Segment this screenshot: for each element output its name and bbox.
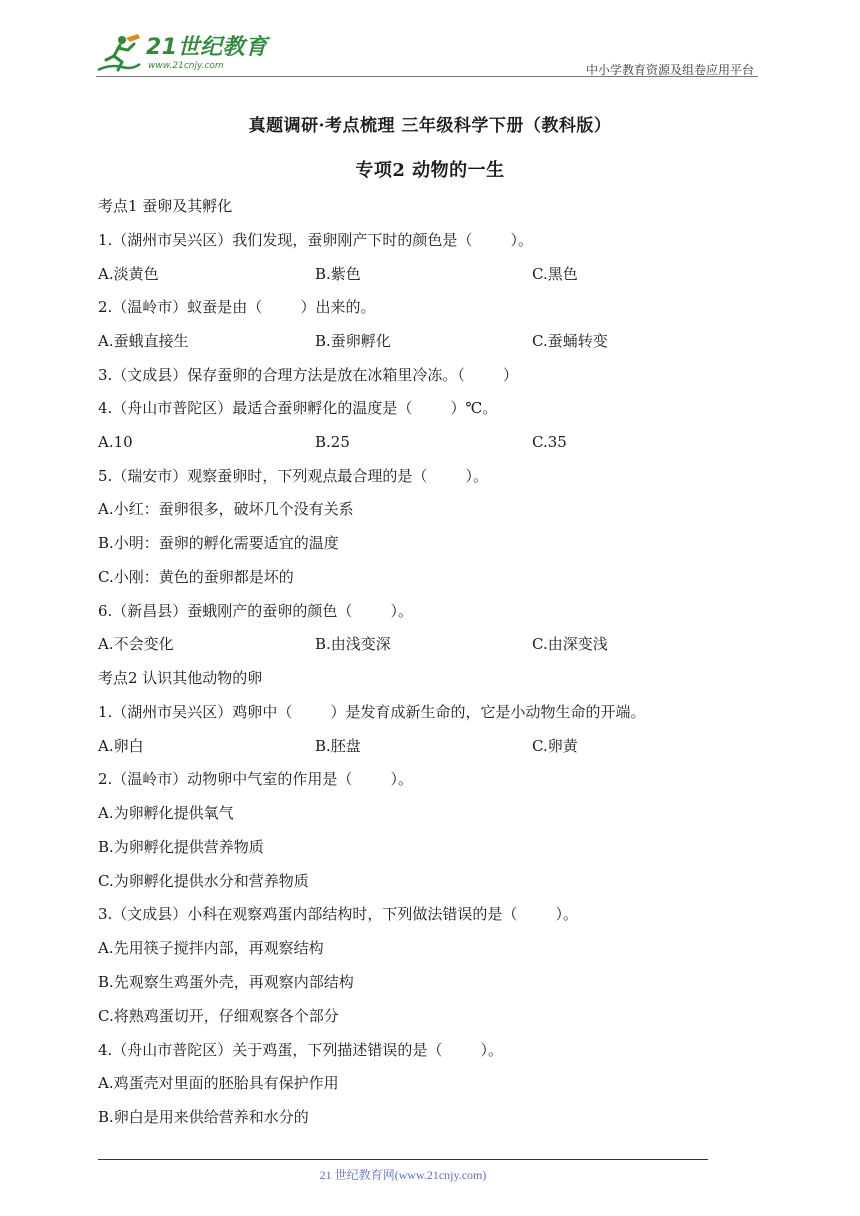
- section-heading: 考点1 蚕卵及其孵化: [98, 197, 233, 215]
- option-b: B.蚕卵孵化: [315, 332, 391, 350]
- option-c: C.卵黄: [532, 737, 578, 755]
- footer-divider: [98, 1159, 708, 1160]
- site-logo[interactable]: [96, 34, 268, 74]
- option-c: C.35: [532, 433, 567, 451]
- option-a: A.为卵孵化提供氧气: [98, 804, 234, 822]
- option-c: C.为卵孵化提供水分和营养物质: [98, 872, 309, 890]
- option-c: C.黑色: [532, 265, 578, 283]
- page-header: [96, 30, 758, 78]
- question-text: 4.（舟山市普陀区）最适合蚕卵孵化的温度是（ ）℃。: [98, 399, 498, 417]
- option-a: A.鸡蛋壳对里面的胚胎具有保护作用: [98, 1074, 339, 1092]
- footer-link[interactable]: 21 世纪教育网(www.21cnjy.com): [319, 1168, 487, 1182]
- question-text: 3.（文成县）小科在观察鸡蛋内部结构时，下列做法错误的是（ ）。: [98, 905, 578, 923]
- option-b: B.卵白是用来供给营养和水分的: [98, 1108, 309, 1126]
- question-text: 2.（温岭市）动物卵中气室的作用是（ ）。: [98, 770, 413, 788]
- section-heading: 考点2 认识其他动物的卵: [98, 669, 263, 687]
- option-b: B.25: [315, 433, 350, 451]
- option-a: A.先用筷子搅拌内部，再观察结构: [98, 939, 324, 957]
- question-text: 3.（文成县）保存蚕卵的合理方法是放在冰箱里冷冻。（ ）: [98, 366, 518, 384]
- question-text: 4.（舟山市普陀区）关于鸡蛋，下列描述错误的是（ ）。: [98, 1041, 503, 1059]
- option-a: A.蚕蛾直接生: [98, 332, 189, 350]
- question-text: 5.（瑞安市）观察蚕卵时，下列观点最合理的是（ ）。: [98, 467, 488, 485]
- option-c: C.将熟鸡蛋切开，仔细观察各个部分: [98, 1007, 339, 1025]
- option-b: B.小明：蚕卵的孵化需要适宜的温度: [98, 534, 339, 552]
- option-b: B.胚盘: [315, 737, 361, 755]
- document-subtitle: 专项2 动物的一生: [355, 160, 505, 181]
- platform-text: 中小学教育资源及组卷应用平台: [585, 63, 754, 77]
- option-c: C.蚕蛹转变: [532, 332, 608, 350]
- option-b: B.先观察生鸡蛋外壳，再观察内部结构: [98, 973, 354, 991]
- runner-logo-icon: [96, 34, 142, 74]
- option-b: B.为卵孵化提供营养物质: [98, 838, 264, 856]
- option-a: A.小红：蚕卵很多，破坏几个没有关系: [98, 500, 354, 518]
- option-a: A.卵白: [98, 737, 144, 755]
- option-a: A.不会变化: [98, 635, 174, 653]
- option-b: B.由浅变深: [315, 635, 391, 653]
- option-b: B.紫色: [315, 265, 361, 283]
- question-text: 1.（湖州市吴兴区）我们发现，蚕卵刚产下时的颜色是（ ）。: [98, 231, 533, 249]
- question-text: 1.（湖州市吴兴区）鸡卵中（ ）是发育成新生命的，它是小动物生命的开端。: [98, 703, 646, 721]
- question-text: 2.（温岭市）蚁蚕是由（ ）出来的。: [98, 298, 376, 316]
- logo-main-text: 21世纪教育: [146, 35, 268, 60]
- option-a: A.淡黄色: [98, 265, 159, 283]
- logo-url-text: www.21cnjy.com: [148, 61, 224, 71]
- question-text: 6.（新昌县）蚕蛾刚产的蚕卵的颜色（ ）。: [98, 602, 413, 620]
- header-divider: [96, 76, 758, 77]
- document-title: 真题调研·考点梳理 三年级科学下册（教科版）: [248, 116, 612, 136]
- option-c: C.由深变浅: [532, 635, 608, 653]
- option-c: C.小刚：黄色的蚕卵都是坏的: [98, 568, 294, 586]
- option-a: A.10: [98, 433, 133, 451]
